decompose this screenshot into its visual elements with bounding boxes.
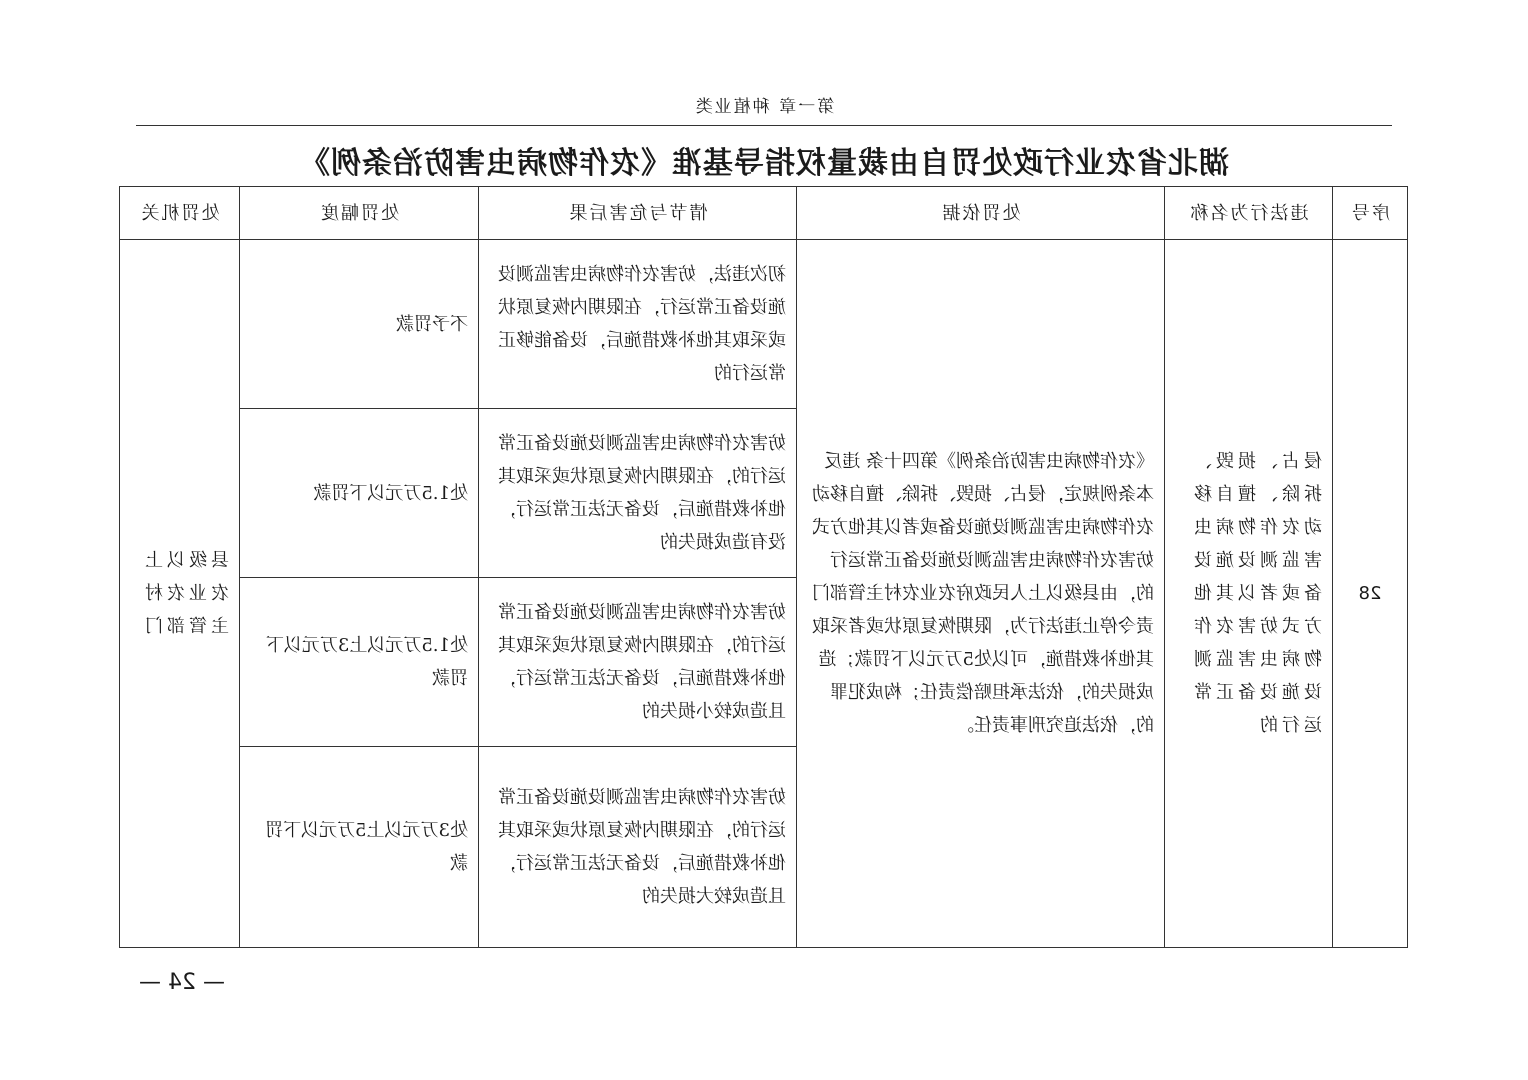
col-header-number: 序号 [1333,187,1408,240]
penalty-table [119,186,1408,948]
violation-name: 侵占、损毁、拆除、擅自移动农作物病虫害监测设施设备或者以其他方式妨害农作物病虫害监测设施设备正常运行的 [1165,240,1333,948]
col-header-agency: 处罚机关 [120,187,240,240]
col-header-basis: 处罚依据 [797,187,1165,240]
col-header-violation-name: 违法行为名称 [1165,187,1333,240]
page-number: — 24 — [139,970,225,995]
document-title: 湖北省农业行政处罚自由裁量权指导基准《农作物病虫害防治条例》 [299,146,1229,181]
table-row [120,240,1408,409]
level-3-condition: 妨害农作物病虫害监测设施设备正常运行的，在限期内恢复原状或采取其他补救措施后，设备无法正常运行，且造成较小损失的 [479,578,797,747]
table-header-row [120,187,1408,240]
chapter-header: 第一章 种植业类 [693,97,835,117]
level-2-penalty: 处1.5万元以下罚款 [240,409,479,578]
row-number: 28 [1333,240,1408,948]
penalty-basis: 《农作物病虫害防治条例》第四十条 违反本条例规定，侵占、损毁、拆除、擅自移动农作物病虫害监测设施设备或者以其他方式妨害农作物病虫害监测设施设备正常运行的，由县级以上人民政府农业农村主管部门责令停止违法行为，限期恢复原状或者采取其他补救措施，可以处5万元以下罚款；造成损失的，依法承担赔偿责任；构成犯罪的，依法追究刑事责任。 [797,240,1165,948]
col-header-penalty-range: 处罚幅度 [240,187,479,240]
header-rule [136,125,1392,126]
penalty-agency: 县级以上农业农村主管部门 [120,240,240,948]
level-3-penalty: 处1.5万元以上3万元以下罚款 [240,578,479,747]
level-4-penalty: 处3万元以上5万元以下罚款 [240,747,479,948]
level-4-condition: 妨害农作物病虫害监测设施设备正常运行的，在限期内恢复原状或采取其他补救措施后，设备无法正常运行，且造成较大损失的 [479,747,797,948]
level-1-penalty: 不予罚款 [240,240,479,409]
level-2-condition: 妨害农作物病虫害监测设施设备正常运行的，在限期内恢复原状或采取其他补救措施后，设备无法正常运行，没有造成损失的 [479,409,797,578]
level-1-condition: 初次违法，妨害农作物病虫害监测设施设备正常运行，在限期内恢复原状或采取其他补救措施后，设备能够正常运行的 [479,240,797,409]
col-header-circumstances: 情节与危害后果 [479,187,797,240]
